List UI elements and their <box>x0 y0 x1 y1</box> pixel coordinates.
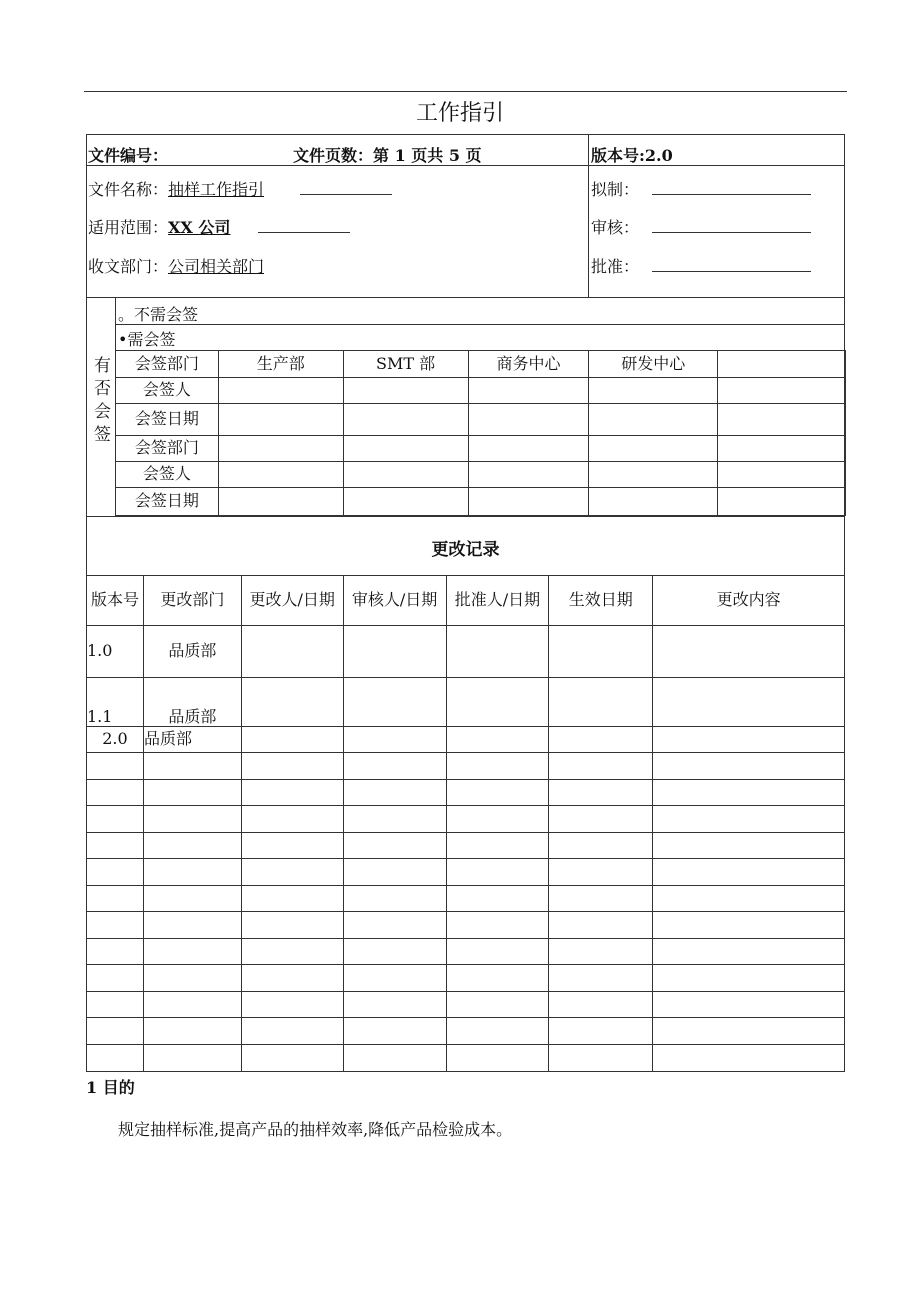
countersign-row <box>116 488 846 516</box>
input-cell[interactable] <box>653 832 845 859</box>
input-cell[interactable] <box>218 404 343 436</box>
input-cell[interactable] <box>241 753 343 780</box>
change-log-table <box>86 575 845 1072</box>
header-department: 更改部门 <box>143 576 241 626</box>
option-need-countersign[interactable]: •需会签 <box>118 330 176 349</box>
department-cell: 生产部 <box>218 351 343 378</box>
approve-blank <box>652 271 811 272</box>
scope-label: 适用范围： <box>88 218 169 237</box>
input-cell[interactable] <box>468 404 589 436</box>
input-cell[interactable] <box>653 779 845 806</box>
file-number-label: 文件编号： <box>88 146 169 165</box>
input-cell[interactable] <box>718 462 846 488</box>
input-cell[interactable] <box>446 965 549 992</box>
countersign-table <box>115 350 846 516</box>
table-row <box>87 753 845 780</box>
input-cell[interactable] <box>653 991 845 1018</box>
scope-row <box>88 215 230 238</box>
input-cell[interactable] <box>343 779 446 806</box>
input-cell[interactable] <box>653 1018 845 1045</box>
input-cell[interactable] <box>653 753 845 780</box>
input-cell[interactable] <box>218 488 343 516</box>
input-cell[interactable] <box>87 832 144 859</box>
input-cell[interactable] <box>549 832 653 859</box>
input-cell[interactable] <box>143 779 241 806</box>
input-cell[interactable] <box>241 806 343 833</box>
input-cell[interactable] <box>718 488 846 516</box>
input-cell[interactable] <box>343 462 468 488</box>
input-cell[interactable] <box>589 488 718 516</box>
header-column-divider <box>588 134 589 298</box>
input-cell[interactable] <box>653 859 845 886</box>
table-row <box>87 885 845 912</box>
department-cell: 品质部 <box>143 626 241 678</box>
input-cell[interactable] <box>343 1018 446 1045</box>
table-row <box>87 626 845 678</box>
version-cell: 1.0 <box>87 626 144 678</box>
version-cell: 1.1 <box>87 678 144 727</box>
input-cell[interactable] <box>446 938 549 965</box>
row-label: 会签部门 <box>116 351 219 378</box>
input-cell[interactable] <box>549 1018 653 1045</box>
table-row <box>87 779 845 806</box>
input-cell[interactable] <box>718 404 846 436</box>
input-cell[interactable] <box>589 462 718 488</box>
version-cell: 2.0 <box>87 727 144 753</box>
scope-value: XX 公司 <box>168 218 231 237</box>
input-cell[interactable] <box>549 991 653 1018</box>
input-cell[interactable] <box>446 991 549 1018</box>
input-cell[interactable] <box>218 436 343 462</box>
recipient-value: 公司相关部门 <box>168 257 265 276</box>
table-row <box>87 1044 845 1071</box>
input-cell[interactable] <box>241 678 343 727</box>
input-cell[interactable] <box>218 462 343 488</box>
input-cell[interactable] <box>87 885 144 912</box>
input-cell[interactable] <box>446 678 549 727</box>
input-cell[interactable] <box>549 806 653 833</box>
file-name-label: 文件名称： <box>88 180 169 199</box>
option-no-countersign[interactable]: 。不需会签 <box>118 305 199 324</box>
version-label: 版本号:2.0 <box>591 146 673 165</box>
countersign-row <box>116 436 846 462</box>
input-cell[interactable] <box>446 859 549 886</box>
department-cell: 研发中心 <box>589 351 718 378</box>
input-cell[interactable] <box>468 436 589 462</box>
input-cell[interactable] <box>241 885 343 912</box>
department-cell: SMT 部 <box>343 351 468 378</box>
table-row <box>87 991 845 1018</box>
input-cell[interactable] <box>446 832 549 859</box>
input-cell[interactable] <box>241 859 343 886</box>
input-cell[interactable] <box>143 806 241 833</box>
input-cell[interactable] <box>549 753 653 780</box>
page-title: 工作指引 <box>415 101 504 126</box>
header-version: 版本号 <box>87 576 144 626</box>
input-cell[interactable] <box>343 626 446 678</box>
section-body: 规定抽样标准,提高产品的抽样效率,降低产品检验成本。 <box>118 1120 513 1139</box>
input-cell[interactable] <box>143 885 241 912</box>
scope-blank <box>258 232 350 233</box>
input-cell[interactable] <box>241 1044 343 1071</box>
table-row <box>87 832 845 859</box>
review-blank <box>652 232 811 233</box>
input-cell[interactable] <box>343 832 446 859</box>
input-cell[interactable] <box>549 859 653 886</box>
input-cell[interactable] <box>653 1044 845 1071</box>
input-cell[interactable] <box>87 912 144 939</box>
input-cell[interactable] <box>653 938 845 965</box>
input-cell[interactable] <box>241 965 343 992</box>
input-cell[interactable] <box>549 1044 653 1071</box>
row-label: 会签日期 <box>116 404 219 436</box>
input-cell[interactable] <box>653 806 845 833</box>
input-cell[interactable] <box>446 912 549 939</box>
file-name-value: 抽样工作指引 <box>168 180 265 199</box>
input-cell[interactable] <box>143 753 241 780</box>
input-cell[interactable] <box>549 626 653 678</box>
input-cell[interactable] <box>446 1044 549 1071</box>
top-rule <box>84 91 847 92</box>
recipient-label: 收文部门： <box>88 257 169 276</box>
header-effective-date: 生效日期 <box>549 576 653 626</box>
input-cell[interactable] <box>549 727 653 753</box>
draft-label: 拟制： <box>591 180 640 199</box>
table-row <box>87 806 845 833</box>
countersign-row <box>116 404 846 436</box>
input-cell[interactable] <box>143 965 241 992</box>
input-cell[interactable] <box>343 436 468 462</box>
input-cell[interactable] <box>653 885 845 912</box>
input-cell[interactable] <box>87 965 144 992</box>
input-cell[interactable] <box>343 938 446 965</box>
input-cell[interactable] <box>143 832 241 859</box>
table-row <box>87 912 845 939</box>
table-row <box>87 678 845 727</box>
input-cell[interactable] <box>549 885 653 912</box>
input-cell[interactable] <box>653 626 845 678</box>
input-cell[interactable] <box>589 436 718 462</box>
row-label: 会签日期 <box>116 488 219 516</box>
input-cell[interactable] <box>343 727 446 753</box>
input-cell[interactable] <box>143 1044 241 1071</box>
input-cell[interactable] <box>343 1044 446 1071</box>
input-cell[interactable] <box>143 938 241 965</box>
table-row <box>87 1018 845 1045</box>
department-cell: 商务中心 <box>468 351 589 378</box>
department-cell: 品质部 <box>143 727 241 753</box>
input-cell[interactable] <box>343 965 446 992</box>
input-cell[interactable] <box>343 753 446 780</box>
countersign-row <box>116 462 846 488</box>
input-cell[interactable] <box>446 885 549 912</box>
input-cell[interactable] <box>241 832 343 859</box>
table-row <box>87 965 845 992</box>
input-cell[interactable] <box>241 727 343 753</box>
review-label: 审核： <box>591 218 640 237</box>
table-row <box>87 727 845 753</box>
input-cell[interactable] <box>87 1044 144 1071</box>
section-heading: 1 目的 <box>86 1078 135 1097</box>
input-cell[interactable] <box>653 678 845 727</box>
input-cell[interactable] <box>718 436 846 462</box>
option-divider <box>115 324 845 325</box>
input-cell[interactable] <box>343 991 446 1018</box>
input-cell[interactable] <box>343 488 468 516</box>
input-cell[interactable] <box>241 779 343 806</box>
input-cell[interactable] <box>343 404 468 436</box>
header-changer: 更改人/日期 <box>241 576 343 626</box>
file-name-row <box>88 177 264 200</box>
change-log-header-row <box>87 576 845 626</box>
change-log-title: 更改记录 <box>431 540 500 560</box>
input-cell[interactable] <box>468 378 589 404</box>
draft-blank <box>652 194 811 195</box>
table-row <box>87 938 845 965</box>
page-count-label: 文件页数：第 1 页共 5 页 <box>293 146 482 165</box>
countersign-row <box>116 351 846 378</box>
input-cell[interactable] <box>549 779 653 806</box>
input-cell[interactable] <box>653 727 845 753</box>
input-cell[interactable] <box>241 912 343 939</box>
input-cell[interactable] <box>718 378 846 404</box>
input-cell[interactable] <box>468 488 589 516</box>
input-cell[interactable] <box>87 806 144 833</box>
input-cell[interactable] <box>446 779 549 806</box>
row-label: 会签部门 <box>116 436 219 462</box>
input-cell[interactable] <box>143 912 241 939</box>
input-cell[interactable] <box>87 1018 144 1045</box>
input-cell[interactable] <box>143 991 241 1018</box>
input-cell[interactable] <box>446 806 549 833</box>
input-cell[interactable] <box>446 753 549 780</box>
department-cell: 品质部 <box>143 678 241 727</box>
input-cell[interactable] <box>343 859 446 886</box>
row-label: 会签人 <box>116 378 219 404</box>
input-cell[interactable] <box>87 991 144 1018</box>
input-cell[interactable] <box>343 885 446 912</box>
input-cell[interactable] <box>87 938 144 965</box>
recipient-row <box>88 254 264 277</box>
file-name-blank <box>300 194 392 195</box>
approve-label: 批准： <box>591 257 640 276</box>
input-cell[interactable] <box>589 404 718 436</box>
input-cell[interactable] <box>143 859 241 886</box>
input-cell[interactable] <box>87 859 144 886</box>
input-cell[interactable] <box>218 378 343 404</box>
input-cell[interactable] <box>241 938 343 965</box>
input-cell[interactable] <box>241 626 343 678</box>
header-content: 更改内容 <box>653 576 845 626</box>
department-cell[interactable] <box>718 351 846 378</box>
header-reviewer: 审核人/日期 <box>343 576 446 626</box>
input-cell[interactable] <box>343 378 468 404</box>
input-cell[interactable] <box>241 1018 343 1045</box>
input-cell[interactable] <box>343 678 446 727</box>
input-cell[interactable] <box>343 806 446 833</box>
input-cell[interactable] <box>468 462 589 488</box>
input-cell[interactable] <box>446 626 549 678</box>
row-label: 会签人 <box>116 462 219 488</box>
input-cell[interactable] <box>343 912 446 939</box>
input-cell[interactable] <box>241 991 343 1018</box>
input-cell[interactable] <box>549 912 653 939</box>
input-cell[interactable] <box>589 378 718 404</box>
input-cell[interactable] <box>653 912 845 939</box>
input-cell[interactable] <box>87 779 144 806</box>
input-cell[interactable] <box>653 965 845 992</box>
countersign-row <box>116 378 846 404</box>
input-cell[interactable] <box>549 938 653 965</box>
countersign-side-label: 有否会签 <box>90 356 110 448</box>
input-cell[interactable] <box>446 1018 549 1045</box>
table-row <box>87 859 845 886</box>
input-cell[interactable] <box>549 965 653 992</box>
input-cell[interactable] <box>143 1018 241 1045</box>
input-cell[interactable] <box>549 678 653 727</box>
input-cell[interactable] <box>87 753 144 780</box>
input-cell[interactable] <box>446 727 549 753</box>
header-approver: 批准人/日期 <box>446 576 549 626</box>
